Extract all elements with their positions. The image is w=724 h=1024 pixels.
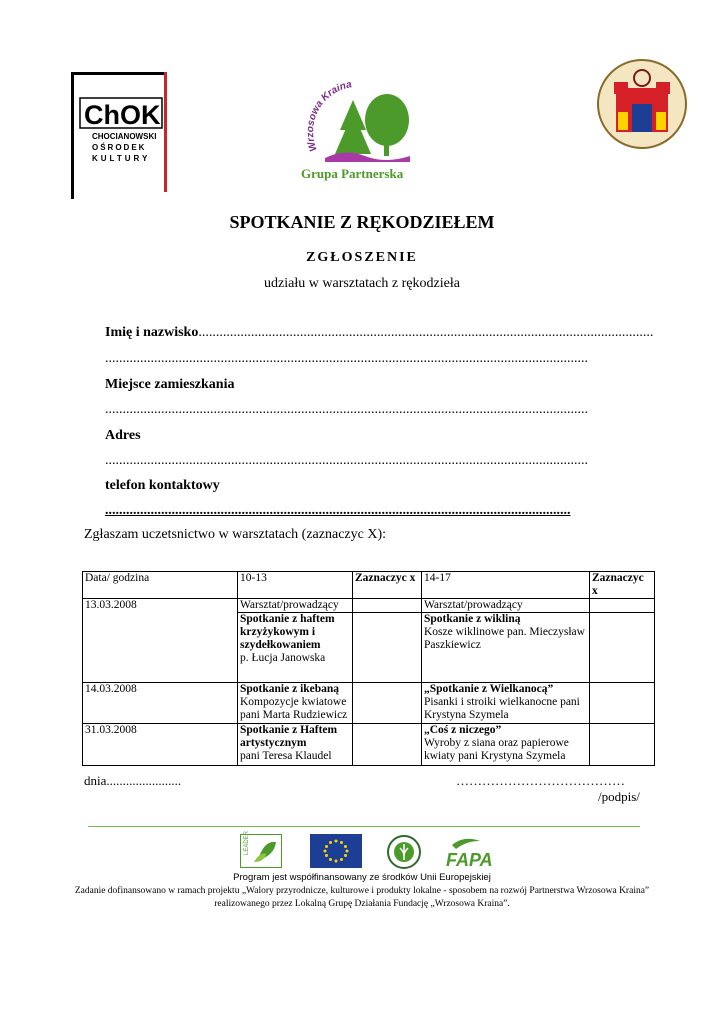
svg-text:CHOCIANOWSKI: CHOCIANOWSKI [92,132,157,141]
workshop-table [82,571,655,766]
eu-cofinance-text: Program jest współfinansowany ze środków Unii Europejskiej [233,872,491,883]
signature-field[interactable]: ………………………………… [456,773,625,788]
eu-flag-logo [310,834,362,868]
mark-cell-blank [353,599,422,613]
svg-text:LEADER: LEADER [244,830,250,855]
workshop-cell: Spotkanie z Haftem artystycznym pani Teresa Klaudel [238,724,353,766]
leader-logo [240,830,282,868]
mark-cell-2[interactable] [590,724,655,766]
divider [88,826,640,827]
header-date: Data/ godzina [83,572,238,599]
form-description: udziału w warsztatach z rękodzieła [264,276,460,291]
name-field[interactable]: Imię i nazwisko.................................................................................................................................. [105,325,654,340]
date-field[interactable]: dnia....................... [84,773,182,788]
place-label: Miejsce zamieszkania [105,377,235,392]
workshop-cell: Spotkanie z ikebaną Kompozycje kwiatowe pani Marta Rudziewicz [238,683,353,724]
header-time2: 14-17 [422,572,590,599]
cok-mark: ChOK [84,100,161,130]
svg-text:FAPA: FAPA [446,850,493,870]
grupa-partnerska-logo [295,80,420,185]
mark-cell-2[interactable] [590,613,655,683]
place-field[interactable]: .......................................................................................................................................... [105,402,588,417]
svg-text:KULTURY: KULTURY [92,154,151,163]
table-row [83,724,655,766]
date-cell: 31.03.2008 [83,724,238,766]
workshop-cell: Spotkanie z haftem krzyżykowym i szydełkowaniem p. Łucja Janowska [238,613,353,683]
project-info-text: Zadanie dofinansowano w ramach projektu „Walory przyrodnicze, kulturowe i produkty lokalne - sposobem na rozwój Partnerstwa Wrzosowa Kraina” realizowanego przez Lokalną Grupę Działania Fundację „Wrzosowa Kraina”. [74,886,650,909]
table-header-row [83,572,655,599]
sub-header: Warsztat/prowadzący [422,599,590,613]
date-cell: 13.03.2008 [83,599,238,683]
address-field[interactable]: .......................................................................................................................................... [105,453,588,468]
address-label: Adres [105,428,141,443]
crest-logo [596,58,688,150]
mark-cell-1[interactable] [353,724,422,766]
ministry-seal-logo [386,834,422,870]
sub-header: Warsztat/prowadzący [238,599,353,613]
header-mark1: Zaznaczyc x [353,572,422,599]
signature-label: /podpis/ [598,789,640,804]
workshop-cell: Spotkanie z wikliną Kosze wiklinowe pan. Mieczysław Paszkiewicz [422,613,590,683]
phone-field[interactable]: ..................................................................................................................................... [105,503,571,518]
svg-text:Grupa Partnerska: Grupa Partnerska [301,166,404,181]
name-field-line2[interactable]: .......................................................................................................................................... [105,351,588,366]
phone-label: telefon kontaktowy [105,478,220,493]
page-title: SPOTKANIE Z RĘKODZIEŁEM [229,212,495,232]
mark-cell-blank [590,599,655,613]
mark-cell-2[interactable] [590,683,655,724]
svg-text:Wrzosowa Kraina: Wrzosowa Kraina [305,80,353,153]
date-cell: 14.03.2008 [83,683,238,724]
fapa-logo [444,835,514,869]
header-mark2: Zaznaczyc x [590,572,655,599]
mark-cell-1[interactable] [353,613,422,683]
mark-cell-1[interactable] [353,683,422,724]
workshop-cell: „Coś z niczego” Wyroby z siana oraz papierowe kwiaty pani Krystyna Szymela [422,724,590,766]
form-subtitle: ZGŁOSZENIE [306,250,418,265]
table-row [83,599,655,613]
header-time1: 10-13 [238,572,353,599]
table-row [83,683,655,724]
workshop-cell: „Spotkanie z Wielkanocą” Pisanki i stroiki wielkanocne pani Krystyna Szymela [422,683,590,724]
svg-text:OŚRODEK: OŚRODEK [92,143,147,152]
cok-logo [70,72,170,202]
declaration-text: Zgłaszam uczetsnictwo w warsztatach (zaznaczyc X): [84,527,387,542]
